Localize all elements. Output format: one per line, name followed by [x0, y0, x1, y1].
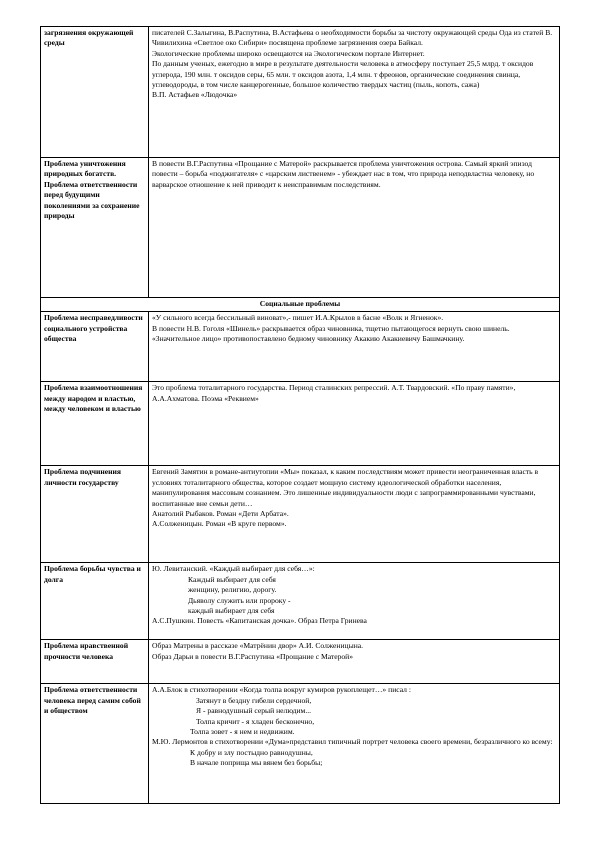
poem-line: Я - равнодушный серый нелюдим... [196, 706, 312, 716]
problem-title: Проблема уничтожения природных богатств. Проблема ответственности перед будущими поколениями за сохранение природы [41, 158, 149, 298]
problem-title: загрязнения окружающей среды [41, 27, 149, 158]
content-table [40, 26, 560, 804]
poem-line: Толпа кричит - я хладен бесконечно, [196, 716, 315, 726]
table-row [41, 382, 560, 466]
problem-title: Проблема нравственной прочности человека [41, 640, 149, 684]
poem-line: Затянут в бездну гибели сердечной, [196, 695, 312, 705]
problem-title: Проблема подчинения личности государству [41, 466, 149, 563]
problem-description [149, 382, 560, 466]
poem-line: каждый выбирает для себя [188, 606, 275, 616]
text-line: Анатолий Рыбаков. Роман «Дети Арбата». [152, 509, 289, 519]
problem-title: Проблема ответственности человека перед самим собой и обществом [41, 684, 149, 804]
poem-line: Дьяволу служить или пророку - [188, 595, 291, 605]
problem-title: Проблема несправедливости социального устройства общества [41, 312, 149, 382]
text-line: М.Ю. Лермонтов в стихотворении «Дума»представил типичный портрет человека своего времени, безразличного ко всему: [152, 737, 553, 747]
text-line: В.П. Астафьев «Людочка» [152, 90, 238, 100]
text-line: Ю. Левитанский. «Каждый выбирает для себя…»: [152, 564, 315, 574]
text-line: Образ Дарьи в повести В.Г.Распутина «Прощание с Матерой» [152, 651, 354, 661]
text-line: Образ Матрены в рассказе «Матрёнин двор» А.И. Солженицына. [152, 641, 364, 651]
problem-description [149, 684, 560, 804]
section-row [41, 298, 560, 312]
text-line: писателей С.Залыгина, В.Распутина, В.Астафьева о необходимости борьбы за чистоту окружающей среды Ода из статей В. Чивилихина «Светлое око Сибири» посвящена проблеме загрязнения озера Байкал. [152, 28, 553, 48]
poem-line: женщину, религию, дорогу. [188, 585, 277, 595]
text-line: А.Солженицын. Роман «В круге первом». [152, 519, 287, 529]
table-row [41, 312, 560, 382]
text-line: В повести В.Г.Распутина «Прощание с Матерой» раскрывается проблема уничтожения острова. Самый яркий эпизод повести – борьба «поджигателя» с «царским лиственем» - убеждает нас в том, что природа неподвластна человеку, но варварское отношение к ней приводит к неисправимым последствиям. [152, 159, 535, 189]
poem-line: В начале поприща мы вянем без борьбы; [190, 758, 323, 768]
table-row [41, 684, 560, 804]
problem-description [149, 158, 560, 298]
text-line: Это проблема тоталитарного государства. Период сталинских репрессий. А.Т. Твардовский. «По праву памяти», А.А.Ахматова. Поэма «Реквием» [152, 383, 516, 403]
table-row [41, 563, 560, 640]
text-line: Экологические проблемы широко освещаются на Экологическом портале Интернет. [152, 48, 425, 58]
poem-line: Каждый выбирает для себя [188, 574, 276, 584]
text-line: А.С.Пушкин. Повесть «Капитанская дочка». Образ Петра Гринева [152, 616, 367, 626]
problem-description [149, 563, 560, 640]
poem-line: Толпа зовет - я нем и недвижим. [190, 727, 295, 737]
text-line: «У сильного всегда бессильный виноват»,- пишет И.А.Крылов в басне «Волк и Ягненок». [152, 313, 444, 323]
problem-title: Проблема взаимоотношения между народом и властью, между человеком и властью [41, 382, 149, 466]
table-row [41, 158, 560, 298]
problem-description [149, 312, 560, 382]
text-line: В повести Н.В. Гоголя «Шинель» раскрывается образ чиновника, тщетно пытающегося вернуть свою шинель. «Значительное лицо» противопоставлено бедному чиновнику Акакию Акакиевичу Башмачкину. [152, 323, 510, 344]
table-row [41, 466, 560, 563]
text-line: Евгений Замятин в романе-антиутопии «Мы» показал, к каким последствиям может привести неограниченная власть в условиях тоталитарного общества, которое создает мощную систему идеологической обработки населения, манипулирования массовым сознанием. Это лишенные индивидуальности люди с запрограммированными чувствами, воспитанные вне семьи дети… [152, 467, 539, 508]
text-line: А.А.Блок в стихотворении «Когда толпа вокруг кумиров рукоплещет…» писал : [152, 685, 411, 695]
problem-description [149, 640, 560, 684]
table-row [41, 27, 560, 158]
text-line: По данным ученых, ежегодно в мире в результате деятельности человека в атмосферу поступает 25,5 млрд. т оксидов углерода, 190 млн. т оксидов серы, 65 млн. т оксидов азота, 1,4 млн. т фреонов, органические соединения свинца, углеводороды, в том числе канцерогенные, большое количество твердых частиц (пыль, копоть, сажа) [152, 59, 534, 90]
poem-line: К добру и злу постыдно равнодушны, [190, 747, 313, 757]
problem-title: Проблема борьбы чувства и долга [41, 563, 149, 640]
problem-description [149, 466, 560, 563]
table-row [41, 640, 560, 684]
section-heading: Социальные проблемы [41, 298, 560, 312]
problem-description [149, 27, 560, 158]
